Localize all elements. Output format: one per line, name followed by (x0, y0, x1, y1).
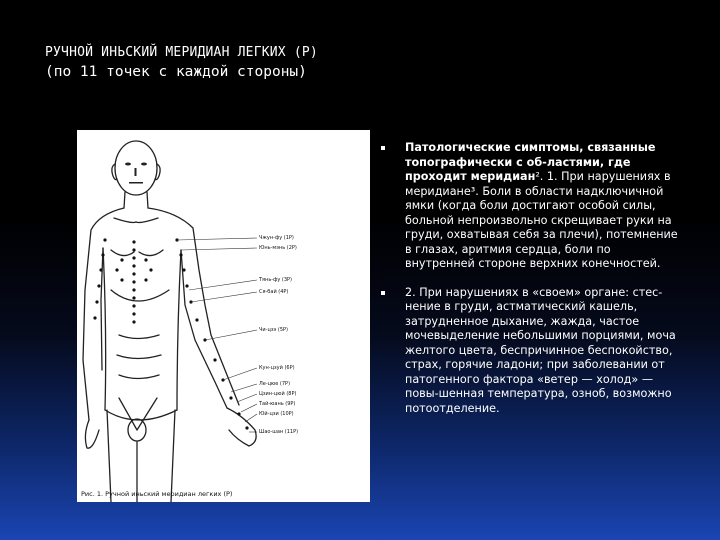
figure-caption: Рис. 1. Ручной иньский меридиан легких (Р) (81, 490, 233, 498)
point-label: Тай-юань (9Р) (259, 401, 296, 407)
slide-title: РУЧНОЙ ИНЬСКИЙ МЕРИДИАН ЛЕГКИХ (Р) (45, 45, 318, 60)
bullet-marker (381, 146, 385, 150)
point-label: Юй-цзи (10Р) (259, 411, 294, 417)
point-labels (77, 130, 370, 502)
meridian-figure (77, 130, 370, 502)
point-label: Шао-шан (11Р) (259, 429, 299, 435)
bullet-text: 2. При нарушениях в «своем» органе: стес-нение в груди, астматический кашель, затрудненное дыхание, жажда, частое мочевыделение небольшими порциями, моча желтого цвета, беспричинное беспокойство, страх, горячие ладони; при заболевании от патогенного фактора «ветер — холод» — повы-шенная температура, озноб, возможно потоотделение. (405, 285, 676, 415)
point-label: Ся-бай (4Р) (259, 289, 289, 295)
point-label: Тянь-фу (3Р) (259, 277, 293, 283)
point-label: Ле-цюе (7Р) (259, 381, 291, 387)
bullet-item (378, 286, 678, 417)
point-label: Кун-цзуй (6Р) (259, 365, 295, 371)
bullet-list (378, 141, 678, 416)
slide-subtitle: (по 11 точек с каждой стороны) (45, 64, 307, 80)
point-label: Цзин-цюй (8Р) (259, 391, 297, 397)
bullet-marker (381, 291, 385, 295)
point-label: Юнь-мэнь (2Р) (259, 245, 297, 251)
bullet-bold-text: Патологические симптомы, связанные топографически с об-ластями, где проходит меридиан (405, 141, 656, 183)
point-label: Чжун-фу (1Р) (259, 235, 294, 241)
title-block (45, 44, 685, 82)
bullet-item (378, 141, 678, 272)
point-label: Чи-цзэ (5Р) (259, 327, 288, 333)
bullet-text: ². 1. При нарушениях в меридиане³. Боли в области надключичной ямки (когда боли достигают особой силы, больной непроизвольно скрещивает руки на груди, охватывая себя за плечи), потемнение в глазах, аритмия сердца, боли по внутренней стороне верхних конечностей. (405, 170, 678, 270)
